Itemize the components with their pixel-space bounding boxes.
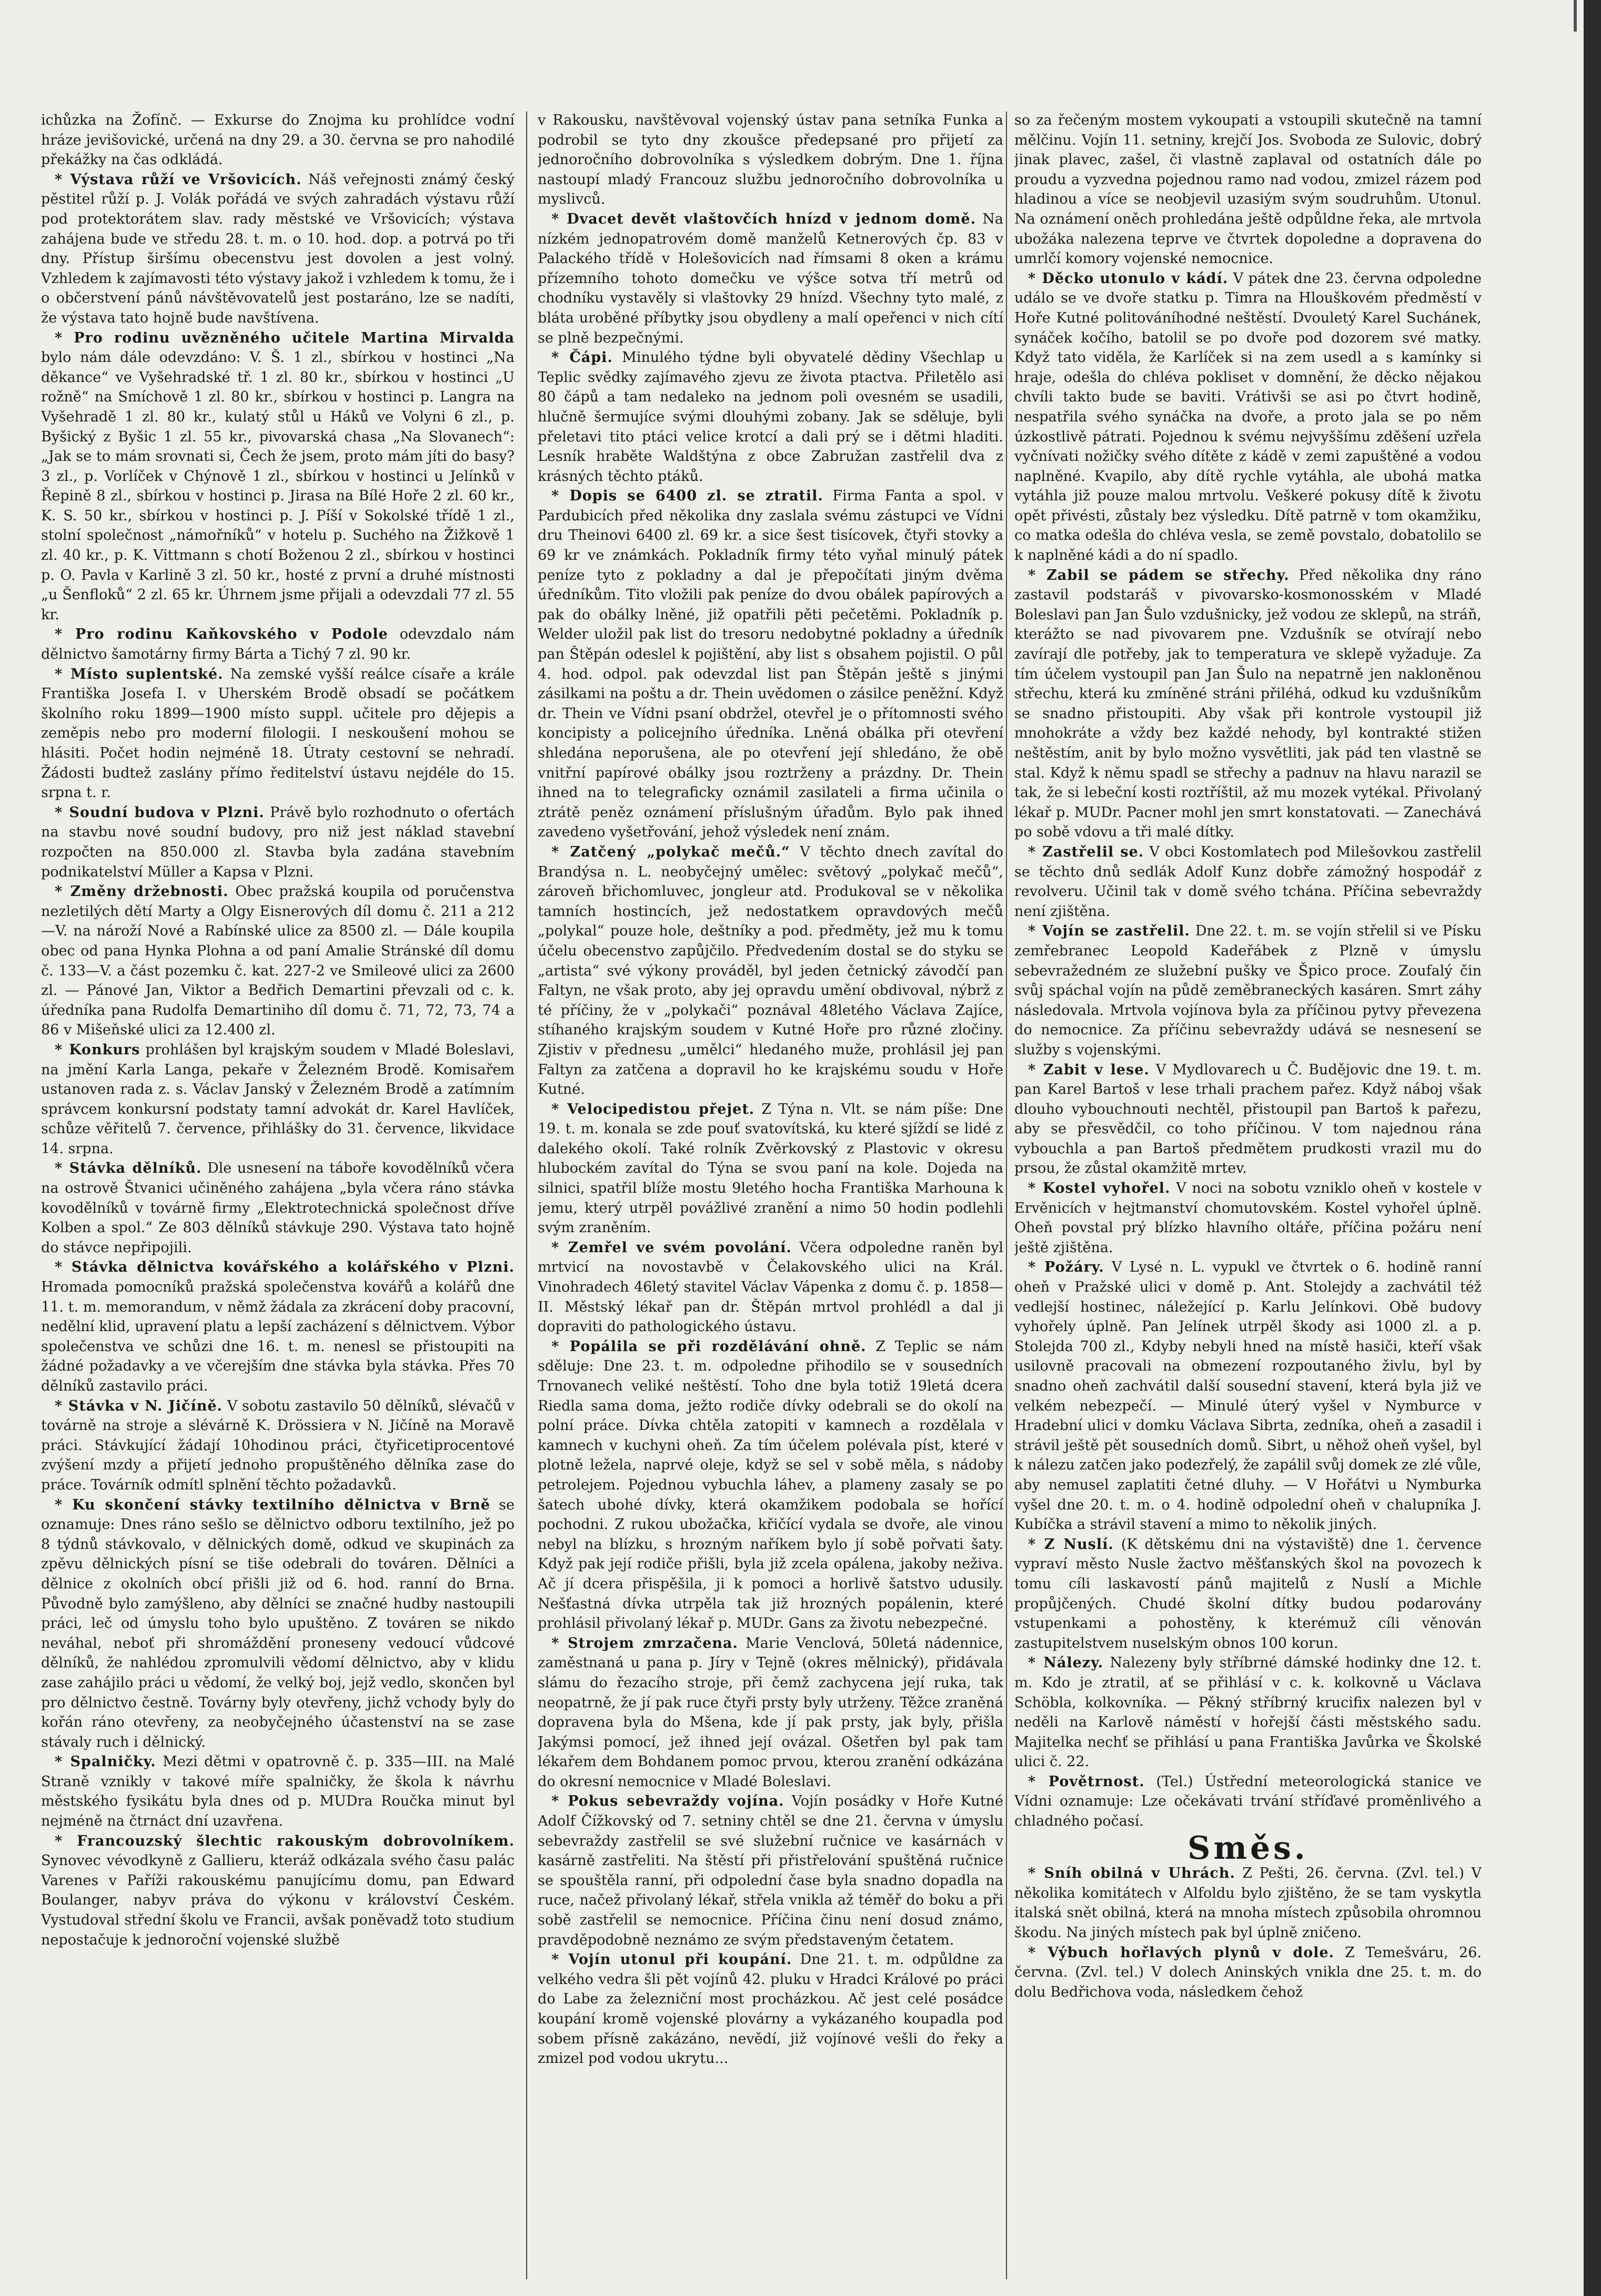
article-headline: * Nálezy.: [1028, 1655, 1103, 1671]
article-paragraph: [41, 664, 515, 803]
article-paragraph: [1014, 1943, 1482, 2002]
article-body: prohlášen byl krajským soudem v Mladé Boleslavi, na jmění Karla Langa, pekaře v Železném Brodě. Komisařem ustanoven rada z. s. Václav Janský v Železném Brodě a zatímním správcem konkursní podstaty tamní advokát dr. Karel Havlíček, schůze věřitelů 7. července, přihlášky do 31. července, likvidace 14. srpna.: [41, 1041, 515, 1157]
article-paragraph: [41, 110, 515, 170]
article-body: Z Temešváru, 26. června. (Zvl. tel.) V dolech Aninských vnikla dne 25. t. m. do dolu Bedřichova voda, následkem čehož: [1014, 1944, 1482, 2000]
article-headline: * Popálila se při rozdělávání ohně.: [551, 1338, 867, 1355]
scan-mark: [1574, 0, 1577, 32]
article-headline: * Povětrnost.: [1028, 1774, 1145, 1790]
article-paragraph: [538, 1238, 1003, 1337]
article-headline: * Ku skončení stávky textilního dělnictva v Brně: [55, 1497, 490, 1513]
article-paragraph: [1014, 110, 1482, 269]
article-body: odevzdalo nám dělnictvo šamotárny firmy Bárta a Tichý 7 zl. 90 kr.: [41, 626, 515, 663]
article-headline: * Stávka dělníků.: [55, 1160, 202, 1176]
article-body: Na nízkém jednopatrovém domě manželů Ketnerových čp. 83 v Palackého třídě v Holešovicích nad římsami 8 oken a krámu přízemního tohoto domečku ve výšce sotva tří metrů od chodníku vystavěly si vlaštovky 29 hnízd. Všechny tyto malé, z bláta uroběné příbytky jsou obydleny a malí opeřenci v nich cítí se plně bezpečnými.: [538, 210, 1003, 346]
article-body: Náš veřejnosti známý český pěstitel růží p. J. Volák pořádá ve svých zahradách výstavu růží pod protektorátem slav. rady městské ve Vršovicích; výstava zahájena bude ve středu 28. t. m. o 10. hod. dop. a potrvá po tři dny. Přístup širšímu obecenstvu jest dovolen a jest volný. Vzhledem k zajímavosti této výstavy jakož i vzhledem k tomu, že i o občerstvení pánů návštěvovatelů jest postaráno, lze se nadíti, že výstava tato hojně bude navštívena.: [41, 171, 515, 326]
article-paragraph: [538, 1950, 1003, 2069]
article-headline: * Změny držebnosti.: [55, 883, 228, 900]
article-headline: * Strojem zmrzačena.: [551, 1635, 738, 1651]
article-paragraph: [1014, 1257, 1482, 1534]
article-body: (K dětskému dni na výstaviště) dne 1. července vypraví město Nusle žactvo měšťanských škol na povozech k tomu cíli laskavostí pánů majitelů z Nuslí a Michle propůjčených. Chudé školní dítky budou podarovány vstupenkami a pohostěny, k kterémuž cíli věnován zastupitelstvem nuselským obnos 100 korun.: [1014, 1536, 1482, 1651]
article-paragraph: [1014, 566, 1482, 842]
article-headline: * Spalničky.: [55, 1754, 156, 1770]
article-body: ichůzka na Žofínč. — Exkurse do Znojma ku prohlídce vodní hráze jevišovické, určená na dny 29. a 30. června se pro nahodilé překážky na čas odkládá.: [41, 112, 515, 168]
article-paragraph: [538, 1337, 1003, 1634]
article-headline: * Místo suplentské.: [55, 666, 223, 682]
article-body: Synovec vévodkyně z Gallieru, kteráž odkázala svého času palác Varenes v Paříži rakouskému panujícímu domu, pan Edward Boulanger, nabyv práva do výkonu v království Českém. Vystudoval střední školu ve Francii, avšak poněvadž toto studium nepostačuje k jednoroční vojenské službě: [41, 1852, 515, 1948]
article-paragraph: [538, 842, 1003, 1100]
article-body: so za řečeným mostem vykoupati a vstoupili skutečně na tamní mělčinu. Vojín 11. setniny, krejčí Jos. Svoboda ze Sulovic, dobrý jinak plavec, zašel, či vlastně zaplaval od ostatních dále po proudu a vyzvedna pojednou ramo nad vodou, zmizel rázem pod hladinou a více se neobjevil uzasiým svým soudruhům. Utonul. Na oznámení oněch prohledána ještě odpůldne řeka, ale mrtvola ubožáka nalezena teprve ve čtvrtek dopoledne a dopravena do umrlčí komory vojenské nemocnice.: [1014, 112, 1482, 267]
article-body: V Lysé n. L. vypukl ve čtvrtek o 6. hodině ranní oheň v Pražské ulici v domě p. Ant. Stolejdy a zachvátil též vedlejší hostinec, náležející p. Karlu Jelínkovi. Obě budovy vyhořely úplně. Pan Jelínek utrpěl škody asi 1000 zl. a p. Stolejda 700 zl., Kdyby nebyli hned na místě hasiči, kteří však usilovně pracovali na obmezení rozpoutaného živlu, byl by snadno oheň zachvátil další sousední stavení, která byla již ve velkém nebezpečí. — Minulé úterý vyšel v Nymburce v Hradební ulici v domku Václava Sibrta, zedníka, oheň a zasadil i strávil ještě pět sousedních domů. Sibrt, u něhož oheň vyšel, byl k nálezu zatčen jako podezřelý, že zapálil svůj domek ze zlé vůle, aby nemusel zaplatiti četné dluhy. — V Hořátvi u Nymburka vyšel dne 20. t. m. o 4. hodině odpolední oheň v chalupníka J. Kubíčka a strávil stavení a mimo to několik jiných.: [1014, 1259, 1482, 1533]
column-rule: [526, 112, 527, 2279]
article-body: v Rakousku, navštěvoval vojenský ústav pana setníka Funka a podrobil se tyto dny zkoušce předepsané pro přijetí za jednoročního dobrovolníka s výsledkem dobrým. Dne 1. října nastoupí mladý Francouz službu jednoročního dobrovolníka u myslivců.: [538, 112, 1003, 208]
article-body: Dne 22. t. m. se vojín střelil si ve Písku zemřebranec Leopold Kadeřábek z Plzně v úmyslu sebevražedném ze služební pušky ve Špico proce. Zoufalý čin svůj spáchal vojín na půdě zeměbraneckých kasáren. Smrt záhy následovala. Mrtvola vojínova byla za příčinou pytvy převezena do nemocnice. Za příčinu sebevraždy udává se nesnesení se služby s vojenskými.: [1014, 923, 1482, 1058]
article-paragraph: [538, 1791, 1003, 1950]
article-paragraph: [41, 1257, 515, 1396]
article-headline: * Velocipedistou přejet.: [551, 1101, 754, 1117]
article-body: se oznamuje: Dnes ráno sešlo se dělnictvo odboru textilního, jež po 8 týdnů stávkovalo, v dělnických domě, odkud ve skupinách za zpěvu dělnických písní se tiše odebrali do továren. Dělníci a dělnice z okolních obcí přišli již od 6. hod. ranní do Brna. Původně bylo zamýšleno, aby dělníci se značné hudby nastoupili práci, leč od úmyslu toho bylo upuštěno. Z továren se nikdo neváhal, neboť při shromáždění proneseny vedoucí vůdcové dělníků, že nahlédou zpromulvili vědomí dělnictvo, aby v klidu zase zahájilo práci u vědomí, že velký boj, jejž vedlo, skončen byl pro dělnictvo čestně. Továrny byly otevřeny, jichž vchody byly do kořán ráno otevřeny, za neobyčejného účastenství na se zase stávaly ruch i dělnický.: [41, 1496, 515, 1750]
article-headline: * Pro rodinu uvězněného učitele Martina Mirvalda: [55, 330, 515, 346]
article-body: Nalezeny byly stříbrné dámské hodinky dne 12. t. m. Kdo je ztratil, ať se přihlásí v c. k. kolkovně u Václava Schöbla, kolkovníka. — Pěkný stříbrný krucifix nalezen byl v neděli na Karlově náměstí v hořejší části městského sadu. Majitelka nechť se přihlásí u pana Františka Javůrka ve Školské ulici č. 22.: [1014, 1655, 1482, 1770]
article-paragraph: [41, 625, 515, 664]
article-headline: * Výstava růží ve Vršovicích.: [55, 172, 301, 188]
article-paragraph: [1014, 1864, 1482, 1942]
article-paragraph: [41, 803, 515, 882]
article-body: V Mydlovarech u Č. Budějovic dne 19. t. m. pan Karel Bartoš v lese trhali prachem pařez. Když náboj však dlouho vybouchnouti nechtěl, přistoupil pan Bartoš k pařezu, aby se přesvědčil, co toho příčinou. V tom najednou rána vybouchla a pan Bartoš předmětem prudkosti vrazil mu do prsou, že zůstal okamžitě mrtev.: [1014, 1061, 1482, 1177]
article-paragraph: [41, 1752, 515, 1831]
article-paragraph: [1014, 1535, 1482, 1654]
column-2: [538, 110, 1003, 2281]
article-headline: * Zatčený „polykač mečů.“: [551, 844, 790, 860]
column-rule: [1006, 112, 1007, 2279]
article-headline: * Zemřel ve svém povolání.: [551, 1240, 792, 1256]
article-body: Dne 21. t. m. odpůldne za velkého vedra šli pět vojínů 42. pluku v Hradci Králové po práci do Labe za železniční most procházkou. Ač jest celé posádce koupání kromě vojenské plovárny a vykázaného koupadla pod sobem přísně zakázáno, nevědí, již vojínové vešli do řeky a zmizel pod vodou ukrytu...: [538, 1951, 1003, 2067]
article-body: Právě bylo rozhodnuto o ofertách na stavbu nové soudní budovy, pro niž jest náklad stavební rozpočten na 850.000 zl. Stavba byla zadána stavebním podnikatelství Müller a Kapsa v Plzni.: [41, 804, 515, 880]
article-headline: * Pokus sebevraždy vojína.: [551, 1793, 784, 1809]
article-headline: * Dvacet devět vlaštovčích hnízd v jednom domě.: [551, 211, 976, 227]
article-body: Vojín posádky v Hoře Kutné Adolf Čížkovský od 7. setniny chtěl se dne 21. června v úmyslu sebevraždy zastřelil se své služební ručnice ve kasárnách v kasárně zastřeliti. Na štěstí při přistřelování spuštěná ručnice se spouštěla ranní, při odpolední čase byla snadno dopadla na ruce, načež přivolaný lékař, střela vnikla až téměř do boku a při sobě zastřelil se nemocnice. Příčina činu není dosud známo, pravděpodobně neznámo ze svým představeným četatem.: [538, 1793, 1003, 1948]
article-paragraph: [538, 1634, 1003, 1792]
article-paragraph: [1014, 921, 1482, 1060]
article-headline: * Sníh obilná v Uhrách.: [1028, 1865, 1235, 1881]
article-headline: * Zabil se pádem se střechy.: [1028, 567, 1290, 583]
article-body: Z Pešti, 26. června. (Zvl. tel.) V několika komitátech v Alfoldu bylo zjištěno, že se tam vyskytla italská snět obilná, která na mnoha místech způsobila ohromnou škodu. Na jiných místech pak byl úplně zničeno.: [1014, 1865, 1482, 1941]
article-paragraph: [538, 486, 1003, 842]
article-body: Minulého týdne byli obyvatelé dědiny Všechlap u Teplic svědky zajímavého zjevu ze života ptactva. Přiletělo asi 80 čápů a tam nedaleko na jednom poli ovesném se usadili, hlučně šermujíce svými dlouhými zobany. Jak se sděluje, byli přeletavi tito ptáci velice krotcí a dali prý se i dětmi hladiti. Lesník hraběte Waldštýna z obce Zabružan zastřelil dva z krásných těchto ptáků.: [538, 349, 1003, 485]
article-headline: * Stávka v N. Jičíně.: [55, 1398, 223, 1414]
article-paragraph: [1014, 842, 1482, 921]
article-body: Z Týna n. Vlt. se nám píše: Dne 19. t. m. konala se zde pouť svatovítská, ku které sjíždí se lidé z dalekého okolí. Také rolník Zvěrkovský z Plastovic v okresu hlubockém zavítal do Týna se svou paní na kole. Dojeda na silnici, spatřil blíže mostu 9letého hocha Františka Marhouna k jemu, který utrpěl povážlivé zranění a nimo 50 hodin podlehli svým zraněním.: [538, 1101, 1003, 1236]
article-paragraph: [41, 1159, 515, 1257]
column-3: [1014, 110, 1482, 2281]
article-headline: * Stávka dělnictva kovářského a kolářského v Plzni.: [55, 1259, 515, 1275]
article-body: Před několika dny ráno zastavil podstaráš v pivovarsko-kosmonosském v Mladé Boleslavi pan Jan Šulo vzdušnicky, jež vodou ze sklepů, na stráň, kterážto se nad pivovarem pne. Vzdušník se otvírají nebo zavírají dle potřeby, jak to temperatura ve sklepě vyžaduje. Za tím účelem vystoupil pan Jan Šulo na nepatrně jen nakloněnou střechu, která ku zmíněné stráni přiléhá, odkud ku vzdušníkům se snadno přistoupiti. Aby však při kontrole vystoupil již mnohokráte a vždy bez každé nehody, byl kontrakté stižen neštěstím, anit by bylo možno vysvětliti, jak pád ten vlastně se stal. Když k němu spadl se střechy a padnuv na hlavu narazil se tak, že si lebeční kosti roztříštil, až mu mozek vytékal. Přivolaný lékař p. MUDr. Pacner mohl jen smrt konstatovati. — Zanechává po sobě vdovu a tři malé dítky.: [1014, 567, 1482, 841]
article-body: V pátek dne 23. června odpoledne událo se ve dvoře statku p. Timra na Hlouškovém předměstí v Hoře Kutné politováníhodné neštěstí. Dvouletý Karel Suchánek, synáček kočího, batolil se po dvoře pod dozorem své matky. Když tato viděla, že Karlíček si na zem usedl a s kamínky si hraje, odešla do chléva pokliset v domnění, že děcko nějakou chvíli takto bude se baviti. Vrátivši se asi po čtvrt hodině, nespatřila svého synáčka na dvoře, a proto jala se po něm úzkostlivě pátrati. Pojednou k svému nejvyššímu zděšení uzřela vyčnívati nožičky svého dítěte z kádě v zemi zapuštěné a vodou naplněné. Kvapilo, aby dítě rychle vytáhla, ale ubohá matka vytáhla již pouze malou mrtvolu. Veškeré pokusy dítě k životu opět přivésti, zůstaly bez výsledku. Dítě patrně v tom okamžiku, co matka odešla do chléva vesla, se země povstalo, dobatolilo se k naplněné kádi a do ní spadlo.: [1014, 270, 1482, 564]
article-headline: * Z Nuslí.: [1028, 1536, 1114, 1553]
article-body: Z Teplic se nám sděluje: Dne 23. t. m. odpoledne přihodilo se v sousedních Trnovanech veliké neštěstí. Toho dne byla totiž 19letá dcera Riedla sama doma, ježto rodiče dívky odebrali se do okolí na polní práce. Dívka chtěla zatopiti v kamnech a rozdělala v kamnech v kuchyni oheň. Za tím účelem polévala píst, které v plotně ležela, naprvé oleje, když se sel v sobě měla, s nádoby petrolejem. Pojednou vybuchla láhev, a plameny zasaly se po šatech ubohé dívky, která okamžikem podobala se hořící pochodni. Z rukou ubožačka, křičící vydala se dvoře, ale vinou nebyl na blízku, s hrozným naříkem bylo jí sobě pořvati šaty. Když pak její rodiče přišli, byla již zcela opálena, jakoby neživa. Ač jí dcera přispěšila, ji k pomoci a horlivě šatstvo udusily. Nešťastná dívka utrpěla tak již hrozných popálenin, které prohlásil přivolaný lékař p. MUDr. Gans za životu nebezpečné.: [538, 1338, 1003, 1632]
article-body: Obec pražská koupila od poručenstva nezletilých dětí Marty a Olgy Eisnerových díl domu č. 211 a 212—V. na nároží Nové a Rabínské ulice za 8500 zl. — Dále koupila obec od pana Hynka Plohna a od paní Amalie Stránské díl domu č. 133—V. a část pozemku č. kat. 227-2 ve Smileové ulici za 2600 zl. — Pánové Jan, Viktor a Bedřich Demartini převzali od c. k. úředníka pana Rudolfa Demartiniho díl domu č. 71, 72, 73, 74 a 86 v Mišeňské ulici za 12.400 zl.: [41, 883, 515, 1039]
article-body: Mezi dětmi v opatrovně č. p. 335—III. na Malé Straně vznikly v takové míře spalničky, že škola k návrhu městského fysikátu byla dnes od p. MUDra Roučka minut byl nejméně na čtrnáct dní uzavřena.: [41, 1754, 515, 1830]
article-headline: * Čápi.: [551, 349, 613, 366]
article-body: V těchto dnech zavítal do Brandýsa n. L. neobyčejný umělec: světový „polykač mečů“, zároveň břichomluvec, jongleur atd. Produkoval se v několika tamních hostincích, jež nedostatkem opravdových mečů „polykal“ pouze hole, deštníky a pod. předměty, jež mu k tomu účelu obecenstvo zapůjčilo. Předvedením dostal se do styku se „artista“ své výkony prováděl, byl jeden četnický závodčí pan Faltyn, ne však proto, aby jej opravdu umění obdivoval, nýbrž z té příčiny, že v „polykači“ poznával 48letého Václava Zajíce, stíhaného krajským soudem v Kutné Hoře pro různé zločiny. Zjistiv v přednesu „umělci“ hledaného muže, prohlásil jej pan Faltyn za zatčena a dopravil ho ke krajskému soudu v Hoře Kutné.: [538, 843, 1003, 1098]
article-headline: * Zabit v lese.: [1028, 1062, 1150, 1078]
article-paragraph: [538, 110, 1003, 209]
article-body: bylo nám dále odevzdáno: V. Š. 1 zl., sbírkou v hostinci „Na děkance“ ve Vyšehradské tř. 1 zl. 80 kr., sbírkou v hostinci „U rožně“ na Smíchově 1 zl. 80 kr., sbírkou v hostinci p. Langra na Vyšehradě 1 zl. 80 kr., kulatý stůl u Háků ve Volyni 6 zl., p. Byšický z Byšic 1 zl. 55 kr., pivovarská chasa „Na Slovanech“: „Jak se to mám srovnati si, Čech že jsem, proto mám jíti do basy? 3 zl., p. Vorlíček v Chýnově 1 zl., sbírkou v hostinci u Jelínků v Řepině 8 zl., sbírkou v hostinci p. Jirasa na Bílé Hoře 2 zl. 60 kr., K. S. 50 kr., sbírkou v hostinci p. J. Píší v Sokolské třídě 1 zl., stolní společnost „námořníků“ v hotelu p. Suchého na Žižkově 1 zl. 40 kr., p. K. Vittmann s chotí Boženou 2 zl., sbírkou v hostinci p. O. Pavla v Karlině 3 zl. 50 kr., hosté z první a druhé místnosti „u Šenfloků“ 2 zl. 65 kr. Úhrnem jsme přijali a odevzdali 77 zl. 55 kr.: [41, 349, 515, 623]
article-headline: * Dopis se 6400 zl. se ztratil.: [551, 488, 823, 504]
article-headline: * Vojín se zastřelil.: [1028, 923, 1190, 939]
article-body: Dle usnesení na táboře kovodělníků včera na ostrově Štvanici učiněného zahájena „byla včera ráno stávka kovodělníků v továrně firmy „Elektrotechnická společnost dříve Kolben a spol.“ Ze 803 dělníků stávkuje 290. Výstava tato hojně do stávce nepřipojili.: [41, 1160, 515, 1256]
article-body: (Tel.) Ústřední meteorologická stanice ve Vídni oznamuje: Lze očekávati trvání stříďavé proměnlivého a chladného počasí.: [1014, 1773, 1482, 1830]
article-paragraph: [1014, 1060, 1482, 1179]
article-body: V obci Kostomlatech pod Milešovkou zastřelil se těchto dnů sedlák Adolf Kunz dobře zámožný hospodář z revolveru. Učinil tak v domě svého tchána. Příčina sebevraždy není zjištěna.: [1014, 843, 1482, 920]
article-headline: * Kostel vyhořel.: [1028, 1180, 1170, 1196]
article-paragraph: [41, 882, 515, 1040]
article-paragraph: [1014, 1179, 1482, 1257]
article-headline: * Výbuch hořlavých plynů v dole.: [1028, 1945, 1334, 1961]
article-paragraph: [41, 1495, 515, 1753]
article-headline: * Zastřelil se.: [1028, 844, 1144, 860]
article-body: Včera odpoledne raněn byl mrtvicí na novostavbě v Čelakovského ulici na Král. Vinohradech 46letý stavitel Václav Vápenka z domu č. p. 1858—II. Městský lékař pan dr. Štěpán mrtvol prohlédl a dal ji dopraviti do pathologického ústavu.: [538, 1239, 1003, 1335]
article-paragraph: [1014, 1772, 1482, 1831]
article-body: V noci na sobotu vzniklo oheň v kostele v Ervěnicích v hejtmanství chomutovském. Kostel vyhořel úplně. Oheň povstal prý blízko hlavního oltáře, příčina požáru není ještě zjištěna.: [1014, 1180, 1482, 1256]
article-headline: * Požáry.: [1028, 1259, 1104, 1275]
article-paragraph: [538, 348, 1003, 486]
scan-edge: [1584, 0, 1601, 2296]
section-heading: Směs.: [1187, 1829, 1308, 1867]
article-paragraph: [1014, 1653, 1482, 1772]
article-paragraph: [538, 1100, 1003, 1238]
article-headline: * Vojín utonul při koupání.: [551, 1951, 792, 1968]
article-body: Firma Fanta a spol. v Pardubicích před několika dny zaslala svému zástupci ve Vídni dru Theinovi 6400 zl. 69 kr. a sice šest tisícovek, čtyři stovky a 69 kr ve známkách. Pokladník firmy této vyňal minulý pátek peníze tyto z pokladny a dal je přepočítati jiným dvěma úředníkům. Tito vložili pak peníze do dvou obálek papírových a pak do obálky lněné, již opatřili pěti pečetěmi. Pokladník p. Welder uložil pak list do tresoru nedobytné pokladny a úředník pan Štěpán odeslel k pojištění, aby list s obsahem pojistil. O půl 4. hod. odpol. pak odevzdal list pan Štěpán ještě s jinými zásilkami na poštu a dr. Thein uvědomen o zásilce peněžní. Když dr. Thein ve Vídni psaní obdržel, otevřel je o přítomnosti svého koncipisty a policejního úředníka. Lněná obálka při otevření shledána neporušena, ale po otevření její shledáno, že obě vnitřní papírové obálky jsou roztrženy a prázdny. Dr. Thein ihned na to telegraficky oznámil zasilateli a firma učinila o ztrátě peněz oznámení příslušným úřadům. Bylo pak ihned zavedeno vyšetřování, jehož výsledek není znám.: [538, 488, 1003, 841]
article-headline: * Soudní budova v Plzni.: [55, 804, 265, 821]
article-paragraph: [41, 1396, 515, 1495]
article-headline: * Konkurs: [55, 1042, 140, 1058]
article-body: Hromada pomocníků pražská společenstva kovářů a kolářů dne 11. t. m. memorandum, v němž žádala za zkrácení doby pracovní, nedělní klid, upravení platu a lepší zacházení s dělnictvem. Výbor společenstva ve schůzi dne 16. t. m. nenesl se přistoupiti na žádné požadavky a ve včerejším dne stávka byla stávka. Přes 70 dělníků zastavilo práci.: [41, 1279, 515, 1394]
column-1: [41, 110, 515, 2281]
article-headline: * Pro rodinu Kaňkovského v Podole: [55, 626, 388, 642]
article-paragraph: [41, 1831, 515, 1950]
article-body: Marie Venclová, 50letá nádennice, zaměstnaná u pana p. Jíry v Tejně (okres mělnický), přidávala slámu do řezacího stroje, při čemž zachycena její ruka, tak neopatrně, že jí pak ruce čtyři prsty byly utrženy. Těžce zraněná dopravena byla do Mšena, kde jí pak prsty, jak byly, přišla Jakýmsi pomocí, jež ihned její ovázal. Ošetřen byl pak tam lékařem dem Bohdanem pomoc prvou, kterou zranění odkázána do okresní nemocnice v Mladé Boleslavi.: [538, 1635, 1003, 1790]
article-paragraph: [1014, 269, 1482, 566]
article-paragraph: [41, 1040, 515, 1159]
article-body: V sobotu zastavilo 50 dělníků, slévačů v továrně na stroje a slévárně K. Drössiera v N. Jičíně na Moravě práci. Stávkující žádají 10hodinou práci, čtyřicetiprocentové zvýšení mzdy a přijetí jednoho propuštěného dělníka zase do práce. Továrník odmítl splnění těchto požadavků.: [41, 1397, 515, 1493]
article-paragraph: [41, 328, 515, 625]
article-body: Na zemské vyšší reálce císaře a krále Františka Josefa I. v Uherském Brodě obsadí se počátkem školního roku 1899—1900 místo suppl. učitele pro dějepis a zeměpis nebo pro moderní filologii. I neskoušení mohou se hlásiti. Počet hodin nejméně 18. Útraty cestovní se nehradí. Žádosti budtež zaslány přímo ředitelství ústavu nejdéle do 15. srpna t. r.: [41, 666, 515, 801]
article-paragraph: [538, 209, 1003, 348]
article-headline: * Děcko utonulo v kádí.: [1028, 270, 1228, 287]
article-paragraph: [41, 170, 515, 328]
article-headline: * Francouzský šlechtic rakouským dobrovolníkem.: [55, 1833, 515, 1849]
